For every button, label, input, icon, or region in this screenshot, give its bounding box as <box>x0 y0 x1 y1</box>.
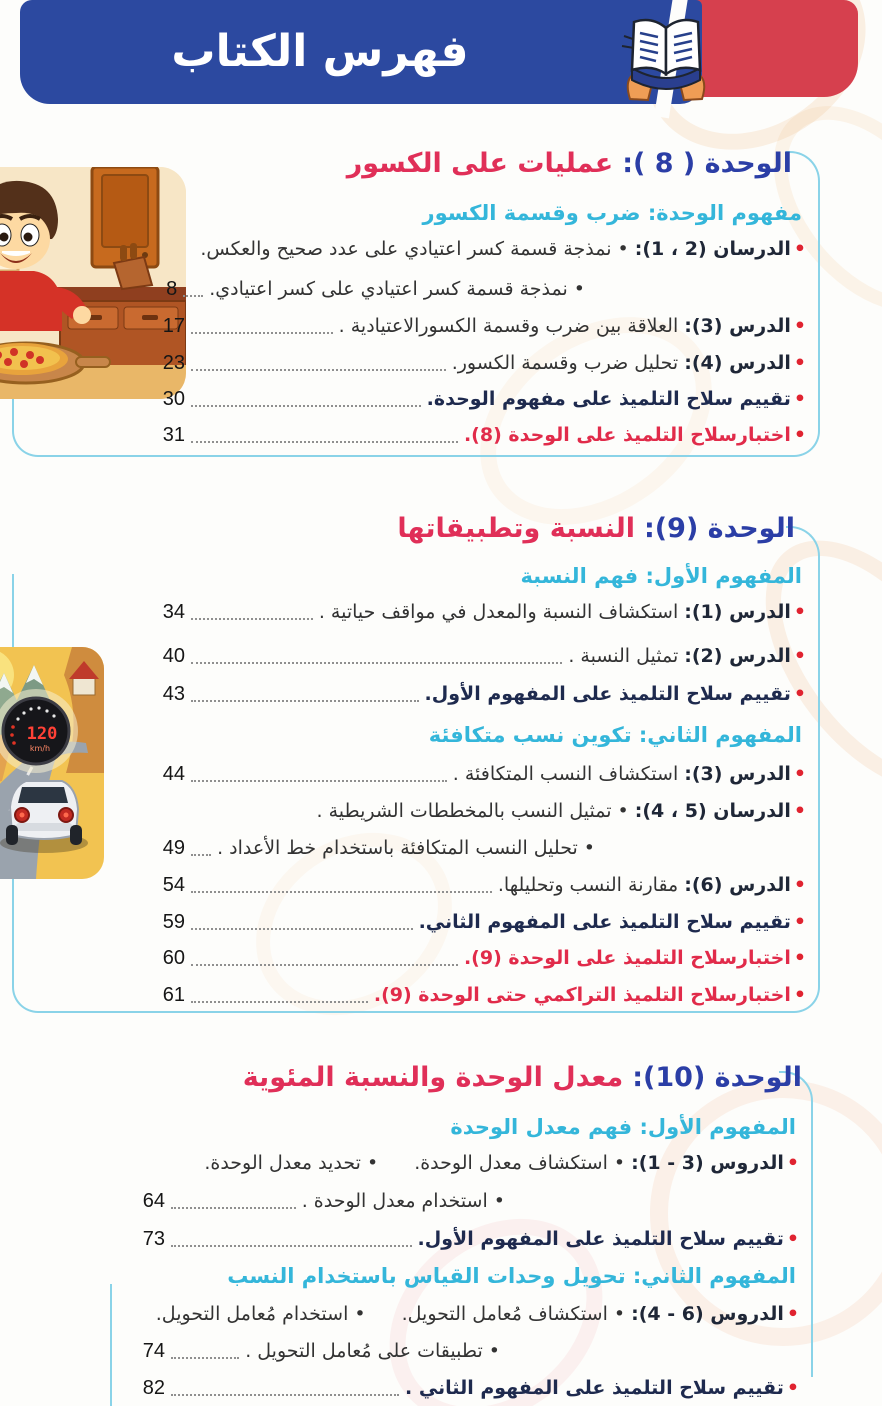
lesson-text: • استكشاف معدل الوحدة. <box>414 1152 626 1174</box>
toc-row <box>204 1150 799 1176</box>
dotted-leader <box>191 618 313 620</box>
speedometer-unit: km/h <box>29 744 51 753</box>
toc-row <box>155 872 806 898</box>
exam-text: • اختبارسلاح التلميذ التراكمي حتى الوحدة (9). <box>373 984 791 1006</box>
page-number: 82 <box>142 1377 165 1399</box>
toc-row-eval <box>155 909 806 935</box>
dotted-leader <box>171 1357 239 1359</box>
lesson-text-2: • تحديد معدل الوحدة. <box>204 1152 379 1174</box>
dotted-leader <box>191 369 446 371</box>
eval-text: • تقييم سلاح التلميذ على مفهوم الوحدة. <box>426 388 791 410</box>
eval-text: • تقييم سلاح التلميذ على المفهوم الأول. <box>424 683 791 705</box>
dotted-leader <box>191 405 421 407</box>
lesson-text: • نمذجة قسمة كسر اعتيادي على عدد صحيح والعكس. <box>200 238 629 260</box>
lesson-text: مقارنة النسب وتحليلها. <box>497 874 679 896</box>
lesson-text: استكشاف النسبة والمعدل في مواقف حياتية . <box>318 601 679 623</box>
dotted-leader <box>191 891 492 893</box>
unit8-concept: مفهوم الوحدة: ضرب وقسمة الكسور <box>422 201 802 225</box>
page-number: 30 <box>162 388 185 410</box>
lesson-text: • نمذجة قسمة كسر اعتيادي على كسر اعتيادي. <box>209 278 585 300</box>
lesson-label: • الدرس (6): <box>684 874 791 896</box>
lesson-text: • تمثيل النسب بالمخططات الشريطية . <box>316 800 629 822</box>
dotted-leader <box>171 1207 296 1209</box>
page-number: 31 <box>162 424 185 446</box>
toc-row-exam <box>155 422 806 448</box>
toc-row-eval <box>155 681 806 707</box>
dotted-leader <box>191 964 458 966</box>
unit9-name: النسبة وتطبيقاتها <box>397 513 635 544</box>
lesson-label: • الدرسان (‎1 ، 2‎): <box>634 238 791 260</box>
toc-row <box>155 276 585 302</box>
lesson-text: • تطبيقات على مُعامل التحويل . <box>245 1340 500 1362</box>
dotted-leader <box>171 1245 412 1247</box>
eval-text: • تقييم سلاح التلميذ على المفهوم الأول. <box>417 1228 784 1250</box>
dotted-leader <box>191 1001 368 1003</box>
unit10-name: معدل الوحدة والنسبة المئوية <box>242 1062 624 1093</box>
unit10-box-right-border <box>811 1119 813 1377</box>
unit9-concept-1: المفهوم الأول: فهم النسبة <box>520 564 802 588</box>
toc-row-eval <box>135 1226 799 1252</box>
toc-row <box>200 236 806 262</box>
dotted-leader <box>191 700 419 702</box>
unit9-concept-2: المفهوم الثاني: تكوين نسب متكافئة <box>428 723 802 747</box>
page-number: 54 <box>162 874 185 896</box>
unit8-name: عمليات على الكسور <box>346 148 614 179</box>
toc-row-eval <box>135 1375 799 1401</box>
page-number: 40 <box>162 645 185 667</box>
lesson-text: • استخدام معدل الوحدة . <box>301 1190 505 1212</box>
dotted-leader <box>171 1394 399 1396</box>
eval-text: • تقييم سلاح التلميذ على المفهوم الثاني . <box>404 1377 784 1399</box>
lesson-label: • الدرس (3): <box>684 763 791 785</box>
lesson-label: • الدروس (‎1 - 3‎): <box>631 1152 784 1174</box>
lesson-text: • تحليل النسب المتكافئة باستخدام خط الأعداد . <box>217 837 595 859</box>
page-number: 59 <box>162 911 185 933</box>
unit10-concept-1: المفهوم الأول: فهم معدل الوحدة <box>450 1115 796 1139</box>
lesson-label: • الدرس (4): <box>684 352 791 374</box>
page-number: 8 <box>166 278 178 300</box>
page-number: 34 <box>162 601 185 623</box>
page-number: 64 <box>142 1190 165 1212</box>
lesson-label: • الدروس (‎4 - 6‎): <box>631 1303 784 1325</box>
lesson-text-2: • استخدام مُعامل التحويل. <box>155 1303 366 1325</box>
dotted-leader <box>191 780 447 782</box>
page-number: 73 <box>142 1228 165 1250</box>
toc-row <box>155 313 806 339</box>
lesson-text: العلاقة بين ضرب وقسمة الكسورالاعتيادية . <box>338 315 679 337</box>
unit10-box-left-border <box>110 1284 112 1406</box>
lesson-text: • استكشاف مُعامل التحويل. <box>401 1303 626 1325</box>
page-number: 17 <box>162 315 185 337</box>
car-road-illustration <box>0 647 104 879</box>
dotted-leader <box>191 928 413 930</box>
toc-row <box>155 350 806 376</box>
unit10-title <box>243 1060 802 1096</box>
lesson-label: • الدرس (3): <box>684 315 791 337</box>
dotted-leader <box>191 854 211 856</box>
toc-row-exam <box>155 982 806 1008</box>
page-title: فهرس الكتاب <box>171 26 469 77</box>
toc-row <box>135 1188 505 1214</box>
speedometer-value: 120 <box>26 724 58 744</box>
page-number: 43 <box>162 683 185 705</box>
page-number: 74 <box>142 1340 165 1362</box>
exam-text: • اختبارسلاح التلميذ على الوحدة (8). <box>463 424 791 446</box>
dotted-leader <box>191 662 562 664</box>
dotted-leader <box>191 332 333 334</box>
toc-row <box>156 1301 799 1327</box>
open-book-icon <box>616 6 716 106</box>
lesson-label: • الدرس (2): <box>684 645 791 667</box>
lesson-label: • الدرسان (‎4 ، 5‎): <box>634 800 791 822</box>
page-number: 60 <box>162 947 185 969</box>
unit9-title <box>397 511 795 547</box>
lesson-text: استكشاف النسب المتكافئة . <box>452 763 679 785</box>
exam-text: • اختبارسلاح التلميذ على الوحدة (9). <box>463 947 791 969</box>
toc-row <box>155 643 806 669</box>
eval-text: • تقييم سلاح التلميذ على المفهوم الثاني. <box>418 911 791 933</box>
page-number: 44 <box>162 763 185 785</box>
lesson-label: • الدرس (1): <box>684 601 791 623</box>
toc-row-exam <box>155 945 806 971</box>
dotted-leader <box>191 441 458 443</box>
page-number: 61 <box>162 984 185 1006</box>
toc-row-eval <box>155 386 806 412</box>
unit8-number: الوحدة ( 8 ): <box>622 148 792 179</box>
page-number: 23 <box>162 352 185 374</box>
unit9-number: الوحدة (9): <box>644 513 795 544</box>
toc-row <box>155 761 806 787</box>
lesson-text: تحليل ضرب وقسمة الكسور. <box>451 352 679 374</box>
lesson-text: تمثيل النسبة . <box>568 645 679 667</box>
page-number: 49 <box>162 837 185 859</box>
unit10-concept-2: المفهوم الثاني: تحويل وحدات القياس باستخدام النسب <box>227 1264 796 1288</box>
toc-row <box>317 798 807 824</box>
toc-row <box>155 599 806 625</box>
toc-row <box>135 1338 500 1364</box>
unit8-title <box>347 146 792 182</box>
dotted-leader <box>183 295 203 297</box>
unit10-number: الوحدة (10): <box>632 1062 802 1093</box>
toc-row <box>155 835 595 861</box>
